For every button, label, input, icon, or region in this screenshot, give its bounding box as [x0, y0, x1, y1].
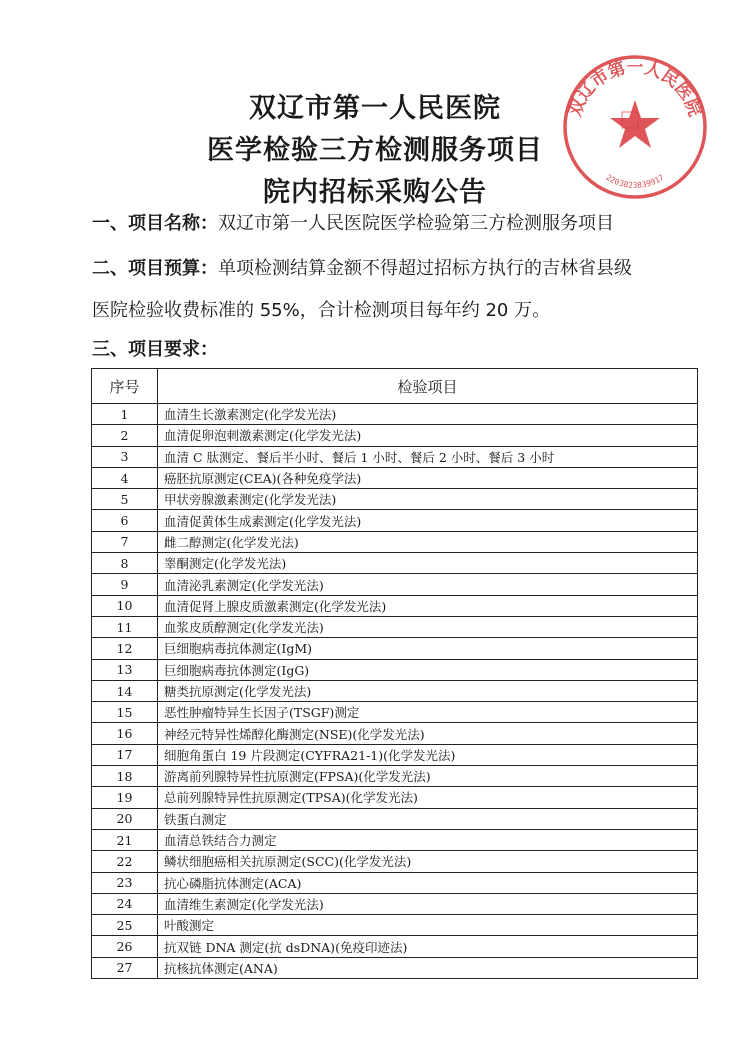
row-number: 22 [92, 851, 158, 872]
header-seq: 序号 [92, 369, 158, 404]
title-line-3: 院内招标采购公告 [263, 177, 487, 208]
row-number: 23 [92, 872, 158, 893]
row-item-name: 血清泌乳素测定(化学发光法) [158, 574, 698, 595]
row-item-name: 铁蛋白测定 [158, 808, 698, 829]
section-project-requirements [92, 336, 692, 364]
row-number: 3 [92, 446, 158, 467]
row-number: 5 [92, 489, 158, 510]
row-item-name: 糖类抗原测定(化学发光法) [158, 680, 698, 701]
table-row [92, 531, 698, 552]
table-row [92, 893, 698, 914]
table-row [92, 616, 698, 637]
row-item-name: 细胞角蛋白 19 片段测定(CYFRA21-1)(化学发光法) [158, 744, 698, 765]
row-item-name: 血清维生素测定(化学发光法) [158, 893, 698, 914]
table-row [92, 723, 698, 744]
row-item-name: 癌胚抗原测定(CEA)(各种免疫学法) [158, 467, 698, 488]
row-number: 8 [92, 553, 158, 574]
row-item-name: 神经元特异性烯醇化酶测定(NSE)(化学发光法) [158, 723, 698, 744]
row-item-name: 巨细胞病毒抗体测定(IgM) [158, 638, 698, 659]
row-number: 4 [92, 467, 158, 488]
section-1-text: 双辽市第一人民医院医学检验第三方检测服务项目 [218, 213, 614, 234]
row-number: 24 [92, 893, 158, 914]
row-item-name: 恶性肿瘤特异生长因子(TSGF)测定 [158, 702, 698, 723]
row-number: 25 [92, 915, 158, 936]
table-row [92, 553, 698, 574]
table-row [92, 467, 698, 488]
table-header-row [92, 369, 698, 404]
row-item-name: 血清总铁结合力测定 [158, 829, 698, 850]
row-item-name: 总前列腺特异性抗原测定(TPSA)(化学发光法) [158, 787, 698, 808]
test-items-table [91, 368, 698, 979]
table-row [92, 574, 698, 595]
section-project-name [92, 210, 692, 238]
row-number: 26 [92, 936, 158, 957]
table-row [92, 829, 698, 850]
row-number: 19 [92, 787, 158, 808]
row-number: 16 [92, 723, 158, 744]
row-item-name: 血浆皮质醇测定(化学发光法) [158, 616, 698, 637]
table-row [92, 957, 698, 978]
section-3-label: 三、项目要求： [92, 339, 218, 360]
row-number: 7 [92, 531, 158, 552]
table-row [92, 851, 698, 872]
section-2-text-2: 医院检验收费标准的 55%，合计检测项目每年约 20 万。 [92, 300, 551, 321]
table-row [92, 702, 698, 723]
row-item-name: 血清促卵泡刺激素测定(化学发光法) [158, 425, 698, 446]
row-number: 9 [92, 574, 158, 595]
table-row [92, 915, 698, 936]
row-item-name: 抗双链 DNA 测定(抗 dsDNA)(免疫印迹法) [158, 936, 698, 957]
table-row [92, 510, 698, 531]
table-row [92, 638, 698, 659]
table-row [92, 680, 698, 701]
row-number: 20 [92, 808, 158, 829]
row-item-name: 巨细胞病毒抗体测定(IgG) [158, 659, 698, 680]
table-row [92, 595, 698, 616]
section-project-budget-cont [92, 297, 692, 325]
row-item-name: 游离前列腺特异性抗原测定(FPSA)(化学发光法) [158, 766, 698, 787]
section-project-budget [92, 255, 692, 283]
row-number: 14 [92, 680, 158, 701]
svg-text:2203823839917 [604, 173, 665, 190]
title-line-1: 双辽市第一人民医院 [249, 93, 501, 124]
table-row [92, 659, 698, 680]
row-item-name: 抗核抗体测定(ANA) [158, 957, 698, 978]
row-number: 15 [92, 702, 158, 723]
row-number: 13 [92, 659, 158, 680]
table-row [92, 404, 698, 425]
seal-text: 双辽市第一人民医院 [565, 57, 705, 120]
row-item-name: 睾酮测定(化学发光法) [158, 553, 698, 574]
table-row [92, 744, 698, 765]
row-item-name: 血清 C 肽测定、餐后半小时、餐后 1 小时、餐后 2 小时、餐后 3 小时 [158, 446, 698, 467]
table-row [92, 425, 698, 446]
row-item-name: 抗心磷脂抗体测定(ACA) [158, 872, 698, 893]
row-item-name: 甲状旁腺激素测定(化学发光法) [158, 489, 698, 510]
official-seal-stamp [560, 52, 710, 202]
table-row [92, 766, 698, 787]
row-number: 17 [92, 744, 158, 765]
row-number: 18 [92, 766, 158, 787]
table-row [92, 446, 698, 467]
row-item-name: 雌二醇测定(化学发光法) [158, 531, 698, 552]
table-row [92, 808, 698, 829]
table-row [92, 787, 698, 808]
section-2-text-1: 单项检测结算金额不得超过招标方执行的吉林省县级 [218, 258, 632, 279]
row-number: 12 [92, 638, 158, 659]
seal-code: 2203823839917 [604, 172, 666, 190]
row-item-name: 血清促黄体生成素测定(化学发光法) [158, 510, 698, 531]
row-item-name: 血清生长激素测定(化学发光法) [158, 404, 698, 425]
title-line-2: 医学检验三方检测服务项目 [207, 135, 543, 166]
row-number: 1 [92, 404, 158, 425]
row-number: 10 [92, 595, 158, 616]
row-number: 27 [92, 957, 158, 978]
row-item-name: 叶酸测定 [158, 915, 698, 936]
row-number: 11 [92, 616, 158, 637]
row-number: 21 [92, 829, 158, 850]
row-item-name: 鳞状细胞癌相关抗原测定(SCC)(化学发光法) [158, 851, 698, 872]
section-1-label: 一、项目名称： [92, 213, 218, 234]
star-icon [610, 100, 660, 148]
row-item-name: 血清促肾上腺皮质激素测定(化学发光法) [158, 595, 698, 616]
table-row [92, 936, 698, 957]
section-2-label: 二、项目预算： [92, 258, 218, 279]
table-row [92, 489, 698, 510]
header-item: 检验项目 [158, 369, 698, 404]
row-number: 2 [92, 425, 158, 446]
row-number: 6 [92, 510, 158, 531]
table-row [92, 872, 698, 893]
